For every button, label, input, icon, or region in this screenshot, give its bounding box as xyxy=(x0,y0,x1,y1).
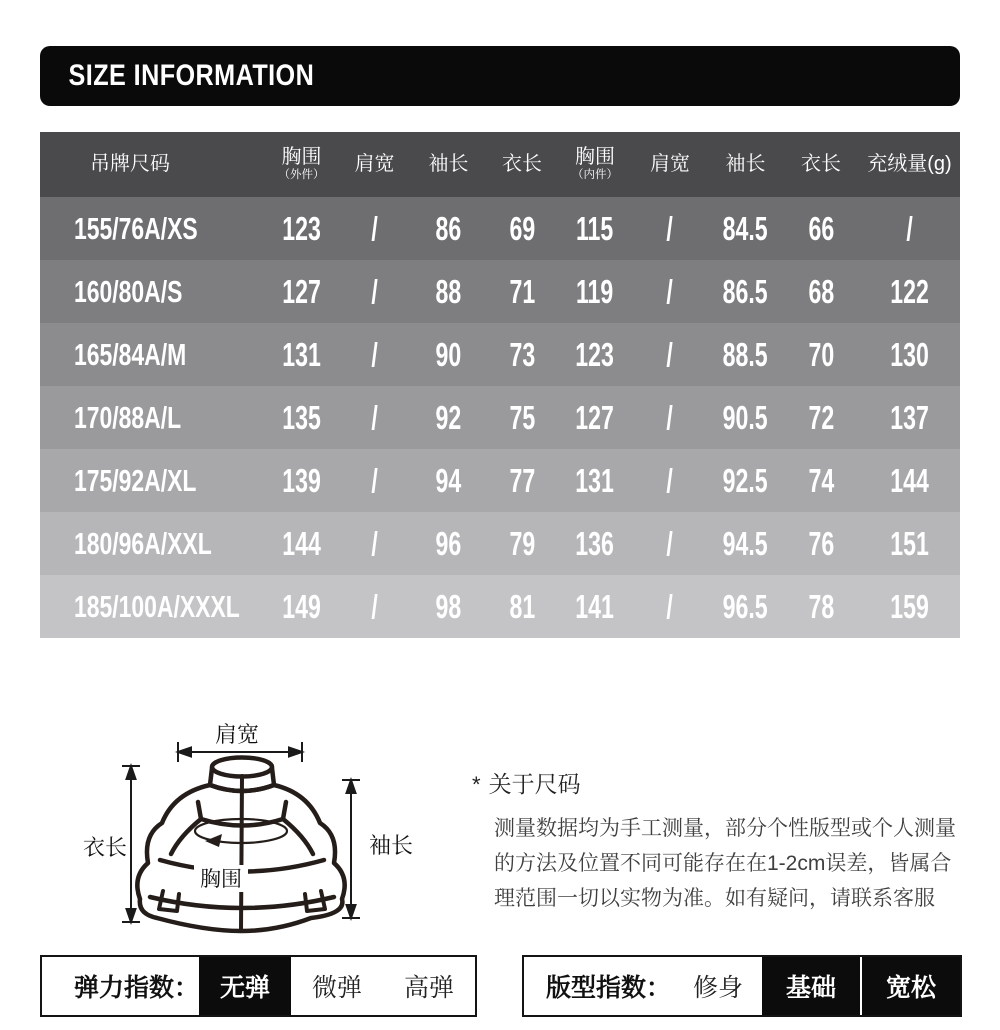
size-value: 92 xyxy=(435,398,462,436)
size-value: 131 xyxy=(575,461,615,499)
table-row xyxy=(40,575,960,638)
asterisk: * xyxy=(472,772,481,797)
size-table-header xyxy=(40,132,960,197)
fit-option-loose: 宽松 xyxy=(862,957,960,1015)
size-value: 115 xyxy=(576,209,614,247)
fit-option-slim: 修身 xyxy=(674,957,762,1015)
size-value: 94.5 xyxy=(723,524,768,562)
elasticity-label: 弹力指数： xyxy=(74,974,200,1002)
size-value: 70 xyxy=(808,335,834,373)
size-value: / xyxy=(666,209,674,247)
header-cell: 吊牌尺码 xyxy=(90,153,170,175)
size-value: / xyxy=(906,209,913,247)
table-row xyxy=(40,197,960,260)
size-value: 79 xyxy=(509,524,535,562)
size-value: 98 xyxy=(435,587,462,625)
size-value: / xyxy=(371,524,378,562)
size-value: 144 xyxy=(890,461,929,499)
size-value: 119 xyxy=(576,272,614,310)
notes-line: 的方法及位置不同可能存在在1-2cm误差，皆属合 xyxy=(494,852,952,875)
elasticity-option-none: 无弹 xyxy=(199,957,291,1015)
size-notes xyxy=(472,766,962,916)
size-value: / xyxy=(666,398,674,436)
notes-line: 理范围一切以实物为准。如有疑问，请联系客服 xyxy=(494,887,935,910)
section-title: SIZE INFORMATION xyxy=(68,59,315,92)
size-value: 127 xyxy=(282,272,321,310)
size-label: 175/92A/XL xyxy=(74,462,197,498)
size-value: 66 xyxy=(808,209,834,247)
size-value: / xyxy=(371,272,378,310)
fit-label: 版型指数： xyxy=(546,974,672,1002)
header-cell: 袖长 xyxy=(725,153,766,175)
header-cell: 袖长 xyxy=(428,153,469,175)
notes-title-row xyxy=(472,766,962,799)
size-value: 135 xyxy=(282,398,321,436)
size-value: 139 xyxy=(282,461,321,499)
header-cell: 衣长 xyxy=(502,153,542,175)
size-table-body xyxy=(40,197,960,638)
size-value: 84.5 xyxy=(723,209,768,247)
size-value: 127 xyxy=(575,398,615,436)
header-cell: 肩宽 xyxy=(650,153,690,175)
size-value: 149 xyxy=(282,587,321,625)
header-cell: 充绒量(g) xyxy=(867,153,952,175)
size-value: / xyxy=(666,272,674,310)
header-cell: 胸围 （外件） xyxy=(278,146,325,182)
size-value: 78 xyxy=(808,587,834,625)
chest-label: 胸围 xyxy=(200,868,242,891)
size-table xyxy=(40,132,960,638)
header-cell: 肩宽 xyxy=(354,153,395,175)
size-value: / xyxy=(371,398,378,436)
garment-length-label: 衣长 xyxy=(82,835,128,860)
elasticity-index-bar xyxy=(40,955,477,1017)
size-label: 165/84A/M xyxy=(74,336,187,372)
table-row xyxy=(40,386,960,449)
size-value: 76 xyxy=(808,524,834,562)
section-title-bar xyxy=(40,46,960,106)
shoulder-width-label: 肩宽 xyxy=(214,722,260,747)
size-label: 185/100A/XXXL xyxy=(74,588,240,624)
size-label: 155/76A/XS xyxy=(74,210,198,246)
size-value: 88.5 xyxy=(723,335,768,373)
size-value: / xyxy=(371,335,378,373)
size-value: 159 xyxy=(890,587,929,625)
size-value: / xyxy=(371,209,378,247)
notes-line: 测量数据均为手工测量，部分个性版型或个人测量 xyxy=(494,817,956,840)
size-value: 90 xyxy=(435,335,462,373)
fit-option-basic: 基础 xyxy=(762,957,860,1015)
notes-body xyxy=(472,811,962,916)
size-value: 123 xyxy=(282,209,321,247)
size-value: 137 xyxy=(890,398,929,436)
size-value: 86.5 xyxy=(723,272,768,310)
size-value: 144 xyxy=(282,524,321,562)
size-value: 68 xyxy=(808,272,834,310)
sleeve-length-label: 袖长 xyxy=(368,833,414,858)
size-value: 92.5 xyxy=(723,461,768,499)
size-value: 71 xyxy=(509,272,535,310)
size-value: / xyxy=(666,524,674,562)
size-value: 77 xyxy=(509,461,535,499)
size-value: / xyxy=(371,461,378,499)
size-value: / xyxy=(666,587,674,625)
size-value: 131 xyxy=(282,335,321,373)
header-cell: 衣长 xyxy=(801,153,841,175)
size-value: 123 xyxy=(575,335,615,373)
size-value: 74 xyxy=(808,461,834,499)
size-value: 73 xyxy=(509,335,535,373)
jacket-outline-icon xyxy=(137,758,344,932)
jacket-measurement-diagram xyxy=(60,700,460,940)
size-value: 90.5 xyxy=(723,398,768,436)
size-label: 180/96A/XXL xyxy=(74,525,212,561)
table-row xyxy=(40,512,960,575)
size-value: 151 xyxy=(890,524,929,562)
notes-title: 关于尺码 xyxy=(488,771,581,797)
size-value: 88 xyxy=(435,272,462,310)
table-row xyxy=(40,323,960,386)
header-cell: 胸围 （内件） xyxy=(572,146,618,182)
table-row xyxy=(40,449,960,512)
size-label: 160/80A/S xyxy=(74,273,183,309)
size-value: / xyxy=(371,587,378,625)
size-value: 75 xyxy=(509,398,535,436)
size-value: 72 xyxy=(808,398,834,436)
fit-index-bar xyxy=(522,955,962,1017)
size-value: 96 xyxy=(435,524,462,562)
size-value: 136 xyxy=(575,524,615,562)
size-value: 69 xyxy=(509,209,535,247)
size-value: 86 xyxy=(435,209,462,247)
fit-white-section xyxy=(524,957,762,1015)
size-value: 141 xyxy=(575,587,615,625)
size-value: / xyxy=(666,335,674,373)
size-value: 130 xyxy=(890,335,929,373)
size-value: / xyxy=(666,461,674,499)
elasticity-option-slight: 微弹 xyxy=(291,957,383,1015)
size-label: 170/88A/L xyxy=(74,399,182,435)
size-value: 122 xyxy=(890,272,929,310)
table-row xyxy=(40,260,960,323)
elasticity-option-high: 高弹 xyxy=(383,957,475,1015)
size-value: 81 xyxy=(509,587,535,625)
size-value: 94 xyxy=(435,461,462,499)
size-value: 96.5 xyxy=(723,587,768,625)
